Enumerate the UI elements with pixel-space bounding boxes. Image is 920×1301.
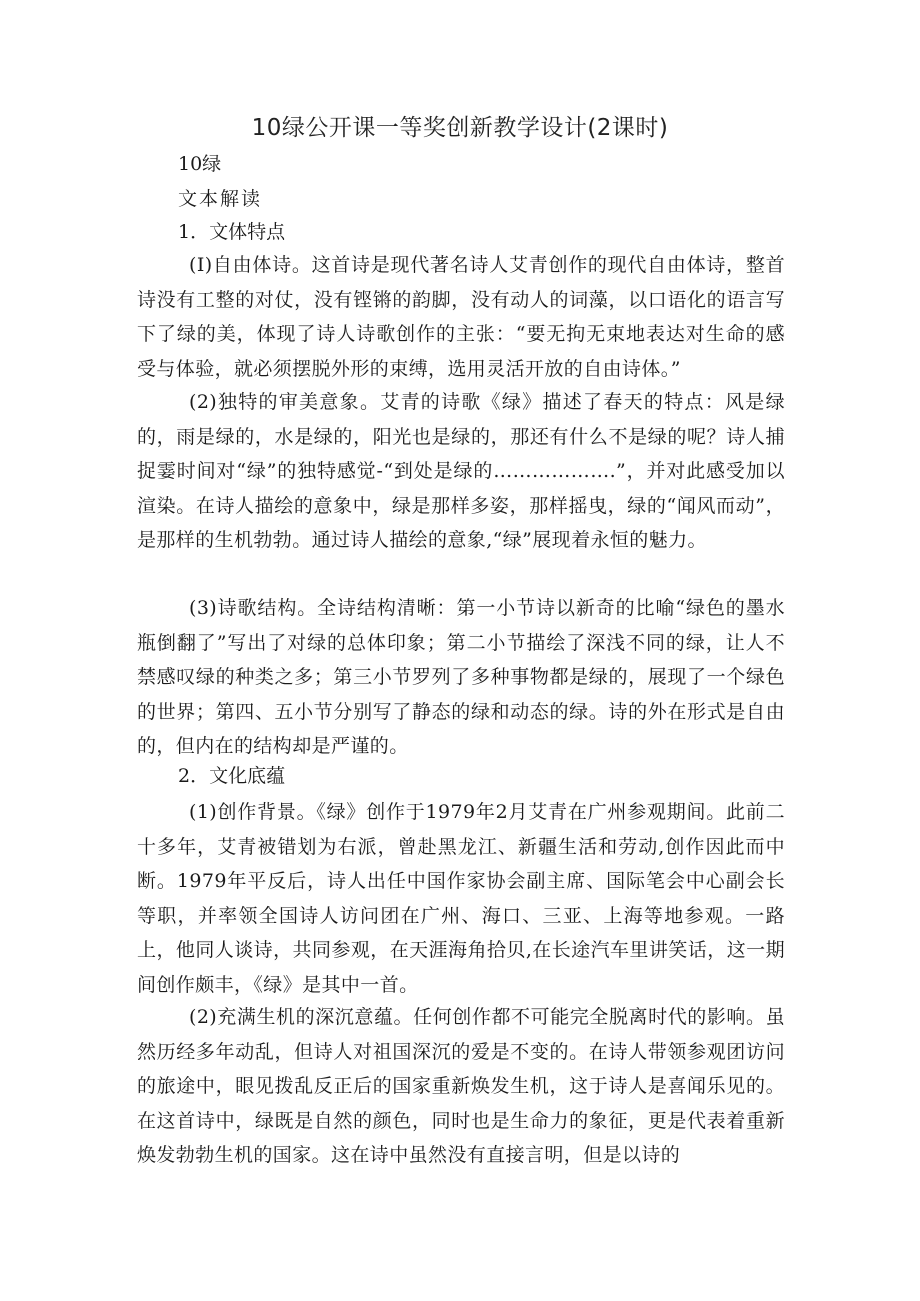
paragraph-aesthetic-imagery: (2)独特的审美意象。艾青的诗歌《绿》描述了春天的特点：风是绿的，雨是绿的，水是绿的，阳光也是绿的，那还有什么不是绿的呢？诗人捕捉霎时间对“绿”的独特感觉-“到处是绿的……………….”，并对此感受加以渲染。在诗人描绘的意象中，绿是那样多姿，那样摇曳，绿的“闻风而动”，是那样的生机勃勃。通过诗人描绘的意象,“绿”展现着永恒的魅力。 — [137, 391, 785, 551]
lesson-label: 10绿 — [178, 153, 222, 175]
paragraph-free-verse: (I)自由体诗。这首诗是现代著名诗人艾青创作的现代自由体诗，整首诗没有工整的对仗，没有铿锵的韵脚，没有动人的词藻，以口语化的语言写下了绿的美，体现了诗人诗歌创作的主张：“要无拘无束地表达对生命的感受与体验，就必须摆脱外形的束缚，选用灵活开放的自由诗体。” — [137, 254, 785, 380]
section-label: 文本解读 — [178, 188, 263, 210]
heading-cultural-background: 2．文化底蕴 — [178, 765, 286, 787]
paragraph-deep-meaning: (2)充满生机的深沉意蕴。任何创作都不可能完全脱离时代的影响。虽然历经多年动乱，但诗人对祖国深沉的爱是不变的。在诗人带领参观团访问的旅途中，眼见拨乱反正后的国家重新焕发生机，这于诗人是喜闻乐见的。在这首诗中，绿既是自然的颜色，同时也是生命力的象征，更是代表着重新焕发勃勃生机的国家。这在诗中虽然没有直接言明，但是以诗的 — [137, 1006, 785, 1166]
heading-genre-features: 1．文体特点 — [178, 221, 286, 243]
paragraph-poem-structure: (3)诗歌结构。全诗结构清晰：第一小节诗以新奇的比喻“绿色的墨水瓶倒翻了”写出了对绿的总体印象；第二小节描绘了深浅不同的绿，让人不禁感叹绿的种类之多；第三小节罗列了多种事物都是绿的，展现了一个绿色的世界；第四、五小节分别写了静态的绿和动态的绿。诗的外在形式是自由的，但内在的结构却是严谨的。 — [137, 597, 785, 757]
document-title: 10绿公开课一等奖创新教学设计(2课时) — [251, 115, 669, 141]
paragraph-creation-background: (1)创作背景。《绿》创作于1979年2月艾青在广州参观期间。此前二十多年，艾青被错划为右派，曾赴黑龙江、新疆生活和劳动,创作因此而中断。1979年平反后，诗人出任中国作家协会副主席、国际笔会中心副会长等职，并率领全国诗人访问团在广州、海口、三亚、上海等地参观。一路上，他同人谈诗，共同参观，在天涯海角拾贝,在长途汽车里讲笑话，这一期间创作颇丰，《绿》是其中一首。 — [137, 801, 785, 996]
